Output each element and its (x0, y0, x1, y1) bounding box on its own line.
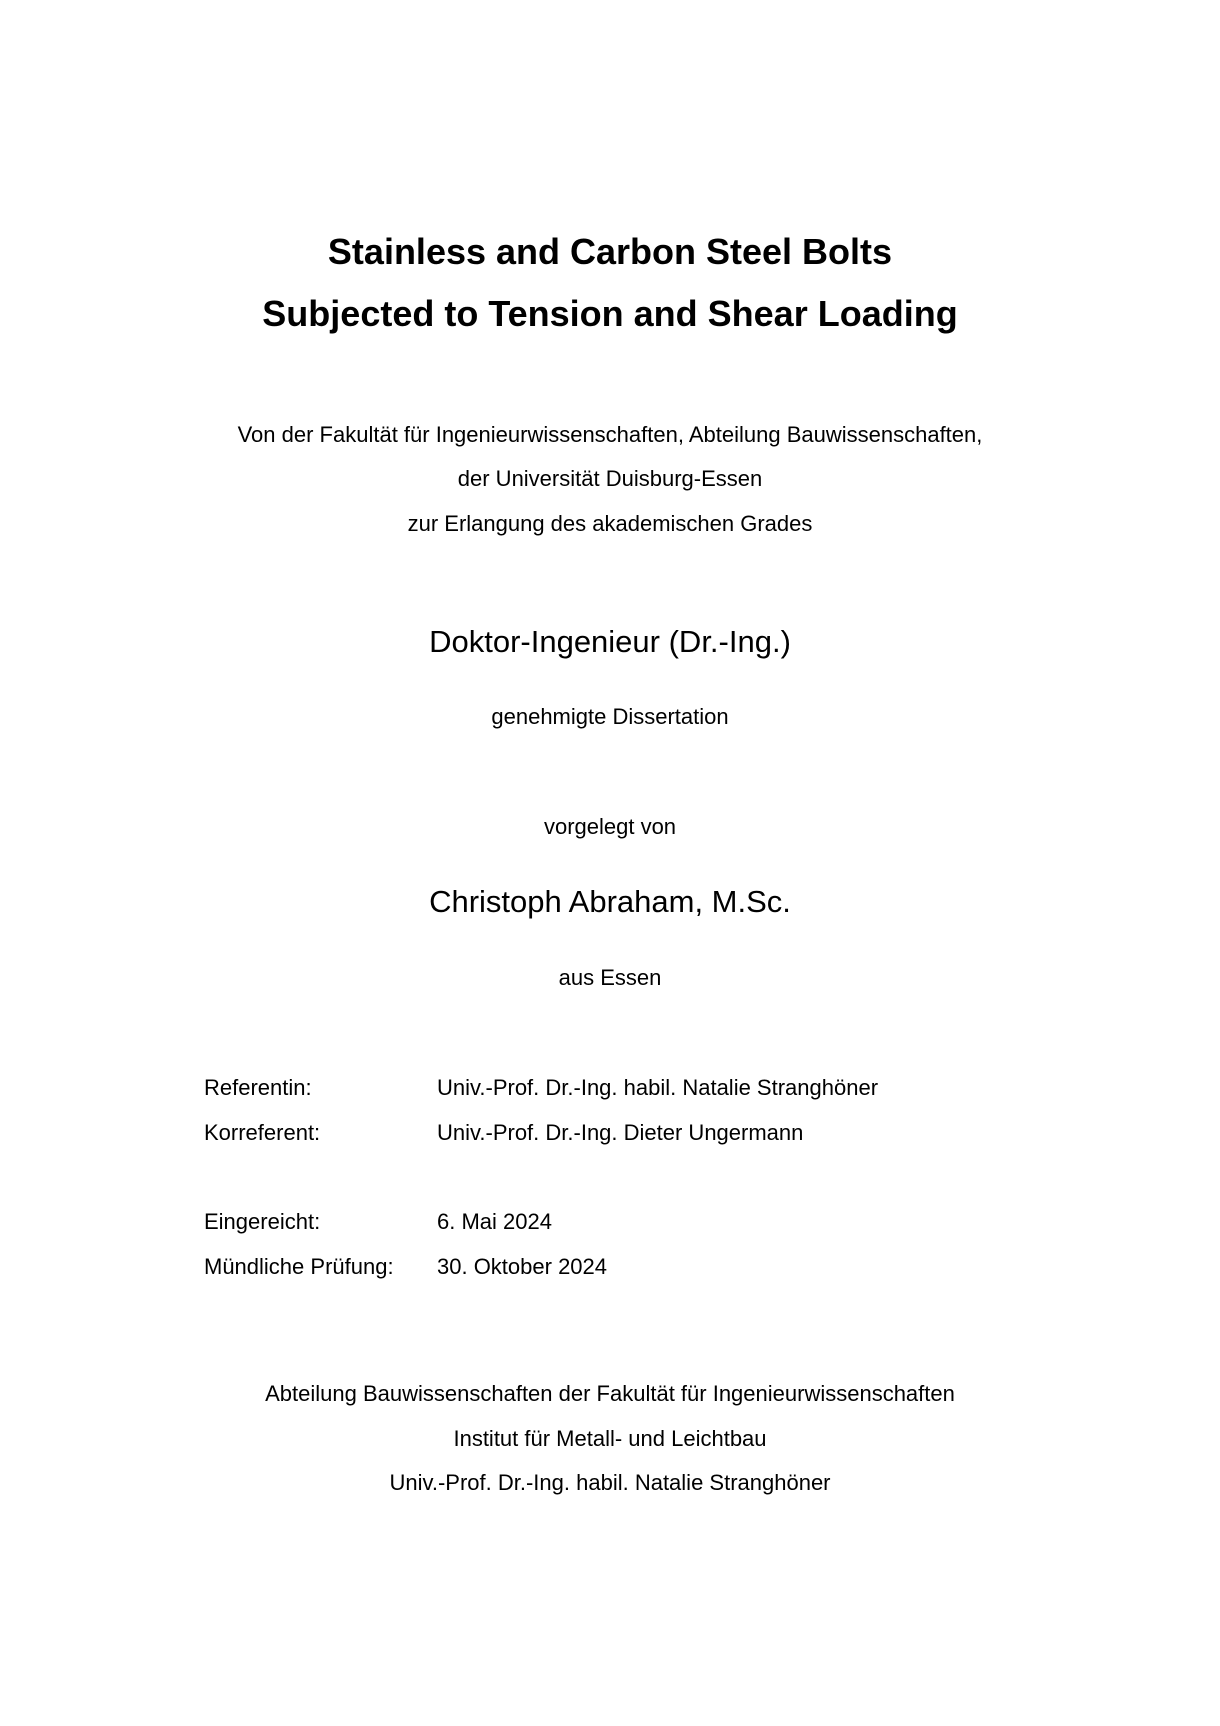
institution-line-2: Institut für Metall- und Leichtbau (453, 1426, 767, 1451)
title-line-2: Subjected to Tension and Shear Loading (262, 293, 958, 334)
date-label: Eingereicht: (204, 1209, 321, 1234)
institution-line-3: Univ.-Prof. Dr.-Ing. habil. Natalie Stranghöner (389, 1470, 831, 1495)
author-origin: aus Essen (558, 965, 662, 990)
date-value: 30. Oktober 2024 (437, 1254, 608, 1279)
faculty-statement-line-1: Von der Fakultät für Ingenieurwissenschaften, Abteilung Bauwissenschaften, (237, 422, 983, 447)
reviewer-label: Referentin: (204, 1075, 312, 1100)
author-name: Christoph Abraham, M.Sc. (429, 884, 791, 919)
submitted-by-label: vorgelegt von (543, 814, 677, 839)
title-line-1: Stainless and Carbon Steel Bolts (327, 231, 893, 272)
date-row-oral-exam (0, 1256, 1220, 1286)
faculty-statement-line-3: zur Erlangung des akademischen Grades (407, 511, 813, 536)
faculty-statement-line-2: der Universität Duisburg-Essen (457, 466, 763, 491)
institution-line-1: Abteilung Bauwissenschaften der Fakultät für Ingenieurwissenschaften (265, 1381, 955, 1406)
reviewer-row-referentin (0, 1077, 1220, 1107)
date-label: Mündliche Prüfung: (204, 1254, 394, 1279)
date-row-submitted (0, 1211, 1220, 1241)
reviewer-label: Korreferent: (204, 1120, 321, 1145)
reviewer-name: Univ.-Prof. Dr.-Ing. Dieter Ungermann (437, 1120, 804, 1145)
date-value: 6. Mai 2024 (437, 1209, 552, 1234)
reviewer-row-korreferent (0, 1122, 1220, 1152)
reviewer-name: Univ.-Prof. Dr.-Ing. habil. Natalie Stranghöner (437, 1075, 879, 1100)
dissertation-type: genehmigte Dissertation (491, 704, 729, 729)
degree-title: Doktor-Ingenieur (Dr.-Ing.) (429, 624, 791, 659)
